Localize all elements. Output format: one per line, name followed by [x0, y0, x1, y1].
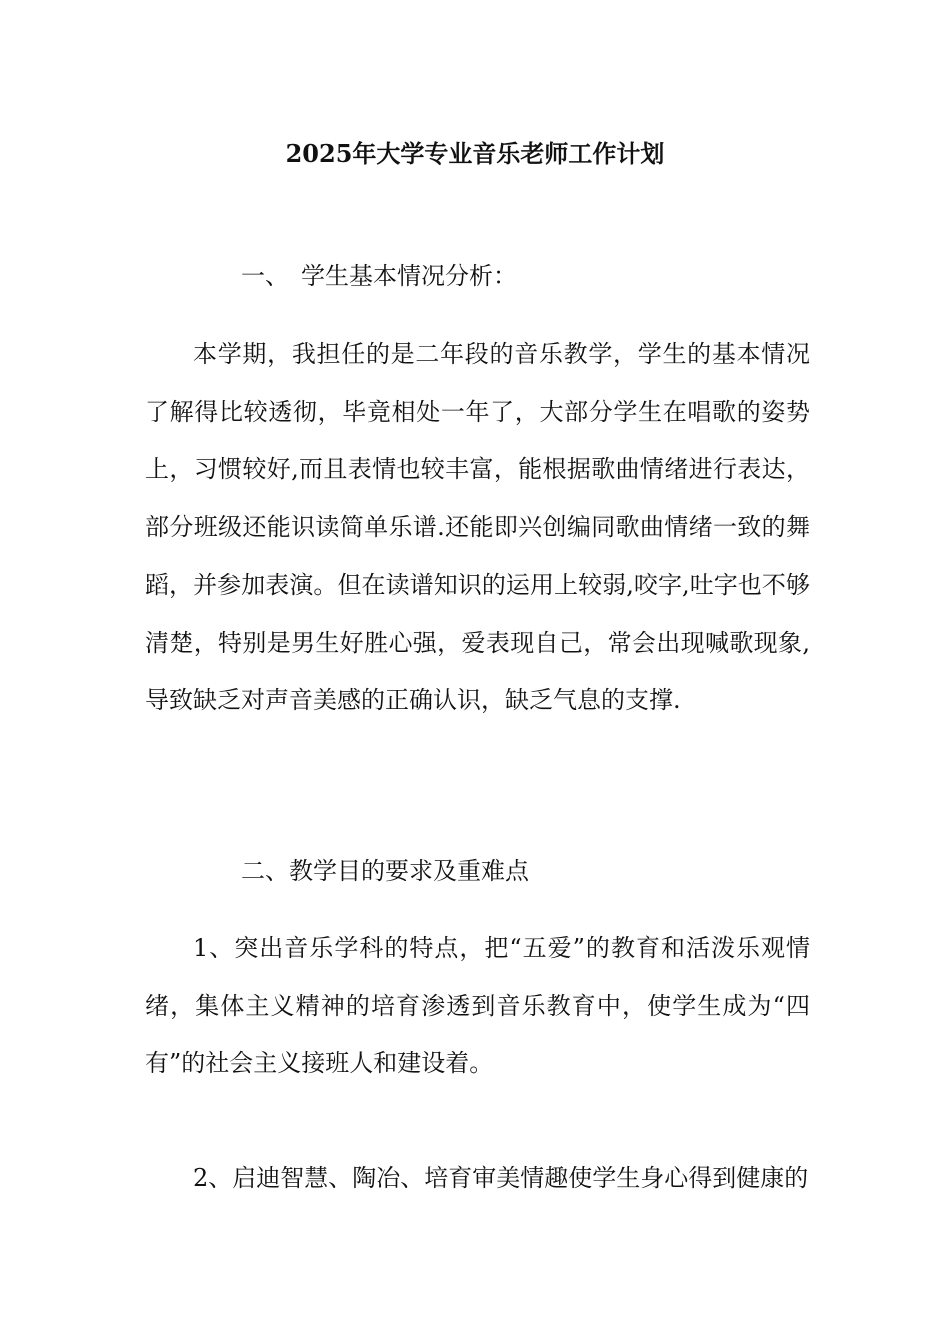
- section-heading-1: [241, 258, 517, 294]
- paragraph-1: 本学期，我担任的是二年段的音乐教学，学生的基本情况了解得比较透彻，毕竟相处一年了，大部分学生在唱歌的姿势上，习惯较好,而且表情也较丰富，能根据歌曲情绪进行表达，部分班级还能识读简单乐谱.还能即兴创编同歌曲情绪一致的舞蹈，并参加表演。但在读谱知识的运用上较弱,咬字,吐字也不够清楚，特别是男生好胜心强，爱表现自己，常会出现喊歌现象,导致缺乏对声音美感的正确认识，缺乏气息的支撑.: [145, 340, 810, 715]
- list-item-2: 2、启迪智慧、陶冶、培育审美情趣使学生身心得到健康的: [193, 1164, 809, 1192]
- list-item-1: 1、突出音乐学科的特点，把“五爱”的教育和活泼乐观情绪，集体主义精神的培育渗透到音乐教育中，使学生成为“四有”的社会主义接班人和建设着。: [145, 934, 810, 1078]
- document-title: 2025年大学专业音乐老师工作计划: [285, 139, 665, 168]
- section-heading-2: 二、教学目的要求及重难点: [241, 857, 529, 885]
- section-number-1: 一、: [241, 262, 289, 290]
- item-2-block: [145, 1150, 810, 1208]
- section-heading-1-text: 学生基本情况分析：: [301, 262, 517, 290]
- paragraph-1-block: [145, 326, 810, 730]
- item-1-block: [145, 920, 810, 1093]
